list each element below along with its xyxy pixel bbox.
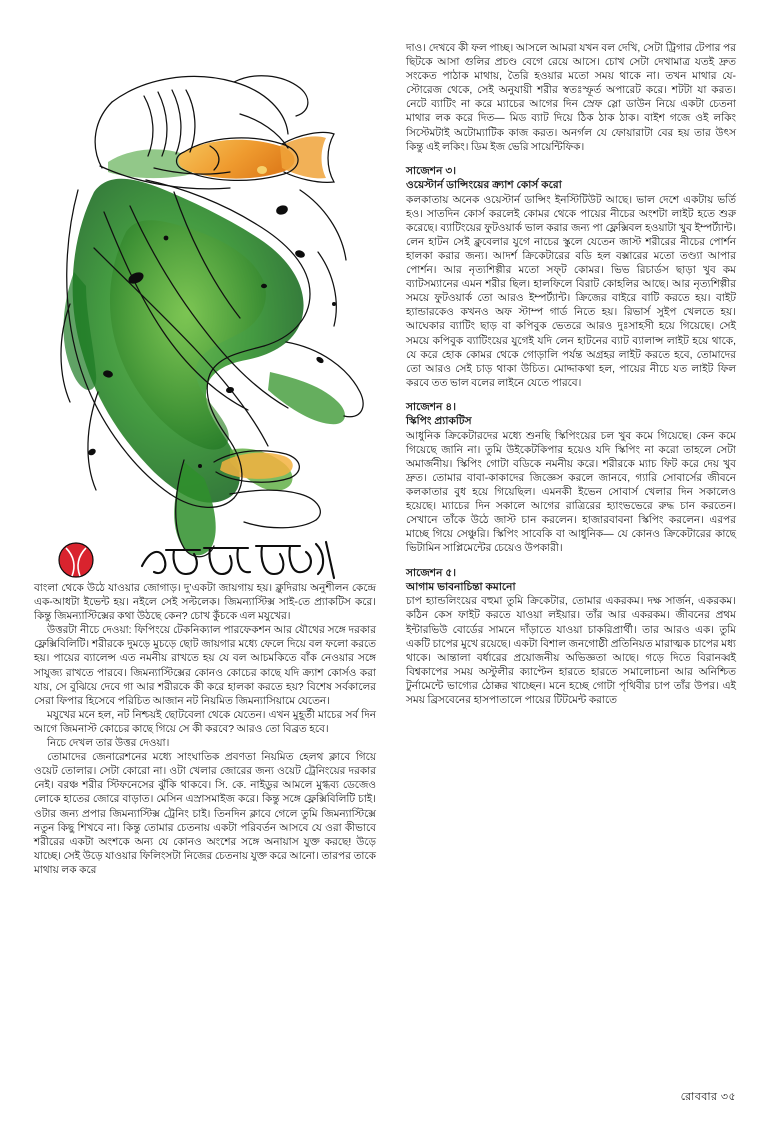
artist-signature (142, 542, 334, 578)
right-column (404, 42, 736, 1095)
cricket-ball-icon (59, 543, 93, 577)
section-body: চাপ হ্যান্ডলিংয়ের বহুমা তুমি ক্রিকেটার, তোমার একরকম। দক্ষ সার্জন, একরকম। কঠিন কেস ফাইট করতে যাওয়া লইয়ার। তাঁর আর একরকম। জীবনের প্রথম ইন্টারভিউ বোর্ডের সামনে দাঁড়াতে যাওয়া চাকরিপ্রার্থী। তার আরও এক। তুমি একটি চাপের মুখে রয়েছে। একটা বিশাল জনগোষ্ঠী প্রতিনিয়ত মারাত্মক চাপের মধ্য থাকে। আন্তালা বর্ধারের প্রয়োজনীয় অভিজ্ঞতা আছে। গড়ে দিতে বিরানব্বই বিশ্বকাপের সময় অস্টুলীর ক্যাপ্টেন হারতে হারতে সমালোচনা আর অনিশ্চিত টুর্নামেন্টে ভাগ্যের ঠোক্কর খাচ্ছেন। মনে হচ্ছে গোটা পৃথিবীর চাপ তাঁর উপর। এই সময় ব্রিসবেনের হাসপাতালে পায়ের টিটমেন্ট করাতে (406, 596, 736, 706)
section-body: আধুনিক ক্রিকেটারদের মধ্যে শুনছি স্কিপিংয়ের চল খুব কমে গিয়েছে। কেন কমে গিয়েছে জানি না। তুমি উইকেটকিপার হয়েও যদি স্কিপিং না করো তাহলে সেটা অমার্জনীয়। স্কিপিং গোটা বডিকে নমনীয় করে। শরীরকে ম্যাচ ফিট করে দেয় খুব দ্রুত। তোমার বাবা-কাকাদের জিজ্ঞেস করলে জানবে, গ্যারি সোবার্সের জীবনে কলকাতার বুধ হয়ে গিয়েছিল। এমনকী ইভেন সোবার্স খেলার দিন সকালেও হয়েছে। ম্যাচের দিন সকালে আগের রাত্রিরের হ্যাংভভেরে রুদ্ধ চান করতেন। সেখানে তাঁকে উঠে জাস্ট চান করলেন। হাজারবাবনা স্কিপিং করলেন। এরপর মাচ্ছে গিয়ে সেঞ্চুরি। স্কিপিং সাবেকি বা আধুনিক— যে কোনও ক্রিকেটারের কাছে ভিটামিন সাপ্লিমেন্টের চেয়েও উপকারী। (406, 430, 736, 555)
paragraph: উত্তরটা নীচে দেওয়া: ফিপিংয়ে টেকনিক্যাল পারফেকশন আর যৌথের সঙ্গে দরকার ফ্লেক্সিবিলিটি। শরীরকে দুমড়ে মুচড়ে ছোট জায়গার মধ্যে ফেলে দিয়ে বল ফলো করতে হয়। পায়ের ব্যালেন্স এত নমনীয় রাখতে হয় যে বল আচমকিতে বাঁক নেওয়ার সঙ্গে সাযুজ্য রাখতে পারবে। জিমন্যাস্টিক্সের কোনও কোচের কাছে যদি ক্র্যাশ কোর্সও করা যায়, সে বুঝিয়ে দেবে গা আর শরীরকে কী করে হালকা করতে হয়? বিশেষ সর্বকালের সেরা ফিপার হিসেবে পরিচিত আজান নট নিয়মিত জিমন্যাসিয়ামে যেতেন। (34, 625, 376, 707)
section-title: স্কিপিং প্র্যাকটিস (406, 415, 472, 428)
section-number: সাজেশন ৫। (406, 566, 457, 579)
paragraph: দাও। দেখবে কী ফল পাচ্ছ। আসলে আমরা যখন বল দেখি, সেটা ট্রিগার টেপার পর ছিটকে আসা গুলির প্রচণ্ড বেগে রেয়ে আসে। চোখ সেটা দেখামাত্র যতই দ্রুত সংকেত পাঠাক মাথায়, তৈরি হওয়ার মতো সময় থাকে না। তখন মাথার যে-স্টোরেজ থেকে, সেই অনুযায়ী শরীর স্বতঃস্ফূর্ত অপারেট করে। শটটা যা করত। নেটে ব্যাটিং না করে ম্যাচের আগের দিন স্রেফ স্লো ডাউন নিয়ে একটা চেতনা মাথার লক করে দিত— মিড ব্যাট দিয়ে ঠিক ঠাক ঠাক। বাইশ গজে ওই লকিং সিস্টেমটাই অটোম্যাটিক কাজ করত। অনর্গল যে ফোয়ারাটা বের হয় তার উৎস কিন্তু এই লকিং। ডিম ইজ ভেরি সায়েন্টিফিক। (406, 43, 736, 153)
section-number: সাজেশন ৩। (406, 164, 457, 177)
two-column-layout (34, 42, 736, 1095)
suggestion-section-3 (406, 164, 736, 391)
suggestion-section-4 (406, 400, 736, 557)
watercolor-bird-illustration (34, 42, 376, 582)
paragraph: বাংলা থেকে উঠে যাওয়ার জোগাড়। দু’একটা জায়গায় হয়। ক্লুদিরায় অনুশীলন কেন্দ্রে এক-আধটা ইভেন্ট হয়। নইলে সেই সল্টলেক। জিমন্যাস্টিক্স সাই-তে প্র্যাকটিস করে। কিন্তু জিমন্যাস্টিক্সের কথা উঠছে কেন? চোখ কুঁচকে এল মযুখের। (34, 583, 376, 623)
suggestion-section-5 (406, 566, 736, 709)
left-column (34, 42, 378, 1095)
paragraph: তোমাদের জেনারেশনের মধ্যে সাংঘাতিক প্রবণতা নিয়মিত হেলথ ক্লাবে গিয়ে ওয়েট তোলার। সেটা কোরো না। ওটা খেলার জোরের জন্য ওয়েট ট্রেনিংয়ের দরকার নেই। বরঞ্চ শরীর স্টিফনেসের ঝুঁকি থাকবে। সি. কে. নাইডুর আমলে মুগ্ধব্য ডেজেও লোকে হাতের জোরে বাড়াত। মেসিন এস্রাসমাইজ করে। কিন্তু সঙ্গে ফ্লেক্সিবিলিটি চাই। ওটার জন্য প্রপার জিমন্যাস্টিক্স ট্রেনিং চাই। তিনদিন ক্লাবে গেলে তুমি জিমন্যাস্টিক্সে নতুন কিছু শিখবে না। কিন্তু তোমার চেতনায় একটা পরিবর্তন আসবে যে ওরা কীভাবে শরীরের একটা অংশকে অন্য যে কোনও অংশের সঙ্গে অনায়াস যুক্ত করছে! উড়ে যাচ্ছে। সেই উড়ে যাওয়ার ফিলিংসটা নিজের চেতনায় যুক্ত করে আনো। তারপর তাকে মাথায় লক করে (34, 752, 376, 876)
section-number: সাজেশন ৪। (406, 400, 457, 413)
section-title: ওয়েস্টার্ন ডান্সিংয়ের ক্র্যাশ কোর্স করো (406, 179, 562, 192)
section-title: আগাম ভাবনাচিন্তা কমানো (406, 580, 516, 593)
paragraph: মযুখের মনে হল, নট নিশ্চয়ই ছোটবেলা থেকে যেতেন। এখন মুহূর্তী মাচের সর্ব দিন আগে জিমনাস্ট কোচের কাছে গিয়ে সে কী করবে? আরও তো বিব্রত হবে। (34, 709, 376, 735)
page-footer: রোববার ৩৫ (680, 1091, 736, 1103)
paragraph: নিচে দেখল তার উত্তর দেওয়া। (47, 738, 170, 750)
section-body: কলকাতায় অনেক ওয়েস্টার্ন ডান্সিং ইনস্টিটিউট আছে। ভাল দেশে একটায় ভর্তি হও। সাতদিন কোর্স করলেই কোমর থেকে পায়ের নীচের অংশটা লাইট হতে শুরু করেছে। ব্যাটিংয়ের ফুটওয়ার্ক ভাল করার জন্য পা ফ্লেক্সিবল হওয়াটা খুব ইম্পর্ট্যান্ট। লেন হাটন সেই ক্লুবেলার যুগে নাচের স্কুলে যেতেন জাস্ট শরীরের নীচের পাের্শন হালকা করার জন্য। আদর্শ ক্রিকেটারের বডি হল বক্সারের মতো তণ্ড্যা আপার পোর্শন। আর নৃত্যশিল্পীর মতো সফ্‌ট কোমর। ভিভ রিচার্ডস ছাড়া খুব কম ব্যাটসম্যানের এমন শরীর ছিল। হালফিলে বিরাট কোহলির আছে। আর নৃত্যশিল্পীর সময়ে ফুটওয়ার্ক তো আরও ইম্পর্ট্যান্ট। ক্রিজের বাইরে বাটি করতে হয়। বাইট হ্যান্ডারকেও কখনও অফ স্টাম্প গার্ড নিতে হয়। রিভার্স সুইপ খেলতে হয়। আঘেকার ব্যাটিং ছাড় বা কপিবুক ভেতরে আরও দুঃসাহসী হয়ে গিয়েছে। সেই সময়ে কপিবুক ব্যাটিংয়ের যুগেই যদি লেন হাটনের ব্যাট ব্যালান্স লাইট হয়ে থাকে, যে করে হোক কোমর থেকে গোড়ালি পর্যন্ত অগ্রহর লাইট করতে হবে, তোমাদের তো আরও সেই চাড় থাকা উচিত। মোদ্দাকথা হল, পায়ের নীচে যত লাইট ফিল করবে তত ভাল বলের লাইনে যেতে পারবে। (406, 194, 736, 389)
